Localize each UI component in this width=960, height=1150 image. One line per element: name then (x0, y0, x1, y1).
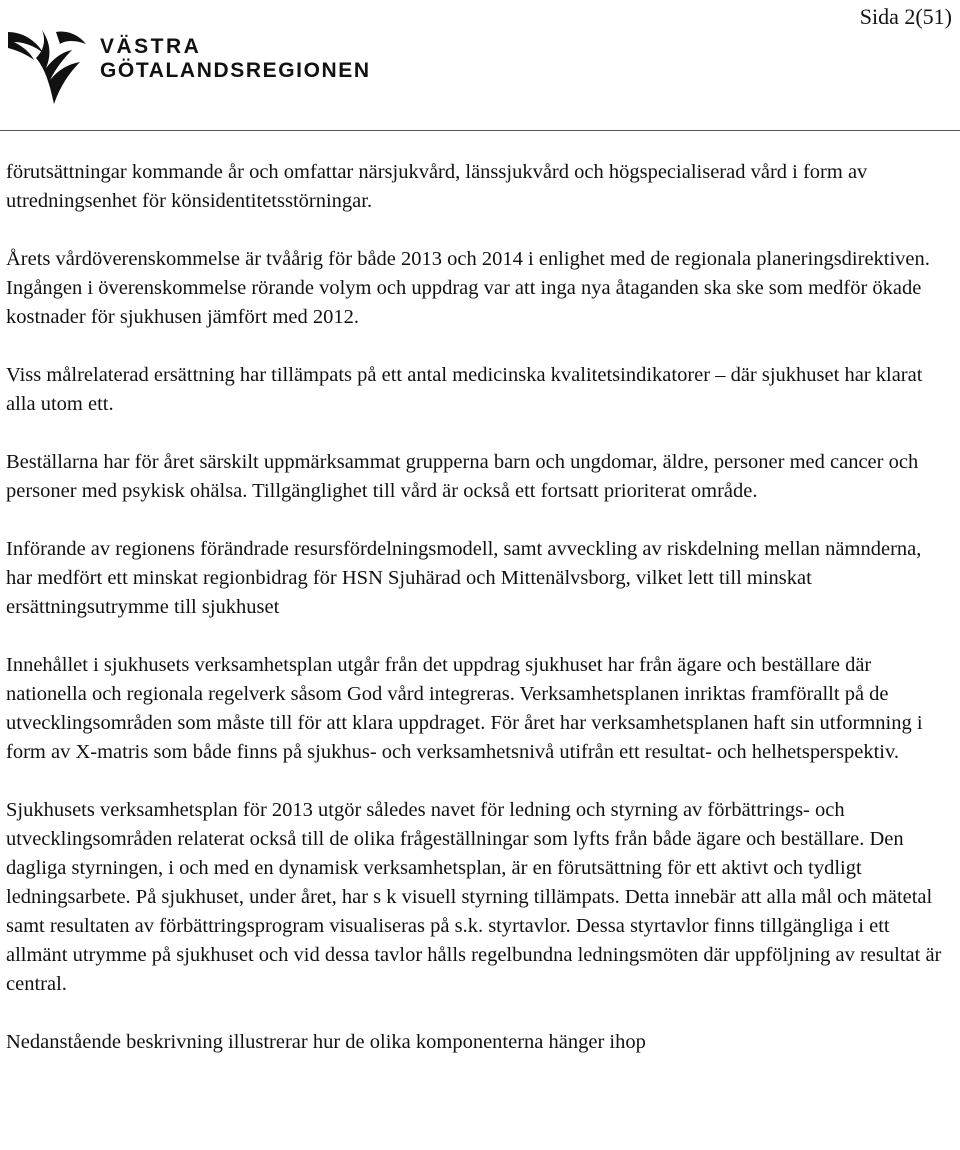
header-divider (0, 130, 960, 131)
paragraph: Innehållet i sjukhusets verksamhetsplan utgår från det uppdrag sjukhuset har från ägare och beställare där nationella och regionala regelverk såsom God vård integreras. Verksamhetsplanen inriktas framförallt på de utvecklingsområden som måste till för att klara uppdraget. För året har verksamhetsplanen haft sin utformning i form av X-matris som både finns på sjukhus- och verksamhetsnivå utifrån ett resultat- och helhetsperspektiv. (6, 654, 923, 763)
paragraph: Beställarna har för året särskilt uppmärksammat grupperna barn och ungdomar, äldre, personer med cancer och personer med psykisk ohälsa. Tillgänglighet till vård är också ett fortsatt prioriterat område. (6, 451, 919, 502)
vgr-logo (6, 24, 396, 108)
paragraph: förutsättningar kommande år och omfattar närsjukvård, länssjukvård och högspecialiserad vård i form av utredningsenhet för könsidentitetsstörningar. (6, 161, 868, 212)
page-header (0, 0, 960, 128)
paragraph: Nedanstående beskrivning illustrerar hur de olika komponenterna hänger ihop (6, 1031, 646, 1053)
paragraph: Införande av regionens förändrade resursfördelningsmodell, samt avveckling av riskdelning mellan nämnderna, har medfört ett minskat regionbidrag för HSN Sjuhärad och Mittenälvsborg, vilket lett till minskat ersättningsutrymme till sjukhuset (6, 538, 922, 618)
logo-line-gotalandsregionen: GÖTALANDSREGIONEN (100, 59, 371, 82)
document-body (6, 158, 952, 1086)
paragraph: Viss målrelaterad ersättning har tillämpats på ett antal medicinska kvalitetsindikatorer – där sjukhuset har klarat alla utom ett. (6, 364, 923, 415)
paragraph: Årets vårdöverenskommelse är tvåårig för både 2013 och 2014 i enlighet med de regionala planeringsdirektiven. Ingången i överenskommelse rörande volym och uppdrag var att inga nya åtaganden ska ske som medför ökade kostnader för sjukhusen jämfört med 2012. (6, 248, 930, 328)
page-number: Sida 2(51) (859, 4, 952, 29)
logo-wordmark (100, 36, 371, 81)
vgr-swallow-emblem-icon (6, 24, 96, 108)
logo-line-vastra: VÄSTRA (100, 35, 202, 58)
paragraph: Sjukhusets verksamhetsplan för 2013 utgör således navet för ledning och styrning av förbättrings- och utvecklingsområden relaterat också till de olika frågeställningar som lyfts från både ägare och beställare. Den dagliga styrningen, i och med en dynamisk verksamhetsplan, är en förutsättning för ett aktivt och tydligt ledningsarbete. På sjukhuset, under året, har s k visuell styrning tillämpats. Detta innebär att alla mål och mätetal samt resultaten av förbättringsprogram visualiseras på s.k. styrtavlor. Dessa styrtavlor finns tillgängliga i ett allmänt utrymme på sjukhuset och vid dessa tavlor hålls regelbundna ledningsmöten där uppföljning av resultat är central. (6, 799, 942, 995)
